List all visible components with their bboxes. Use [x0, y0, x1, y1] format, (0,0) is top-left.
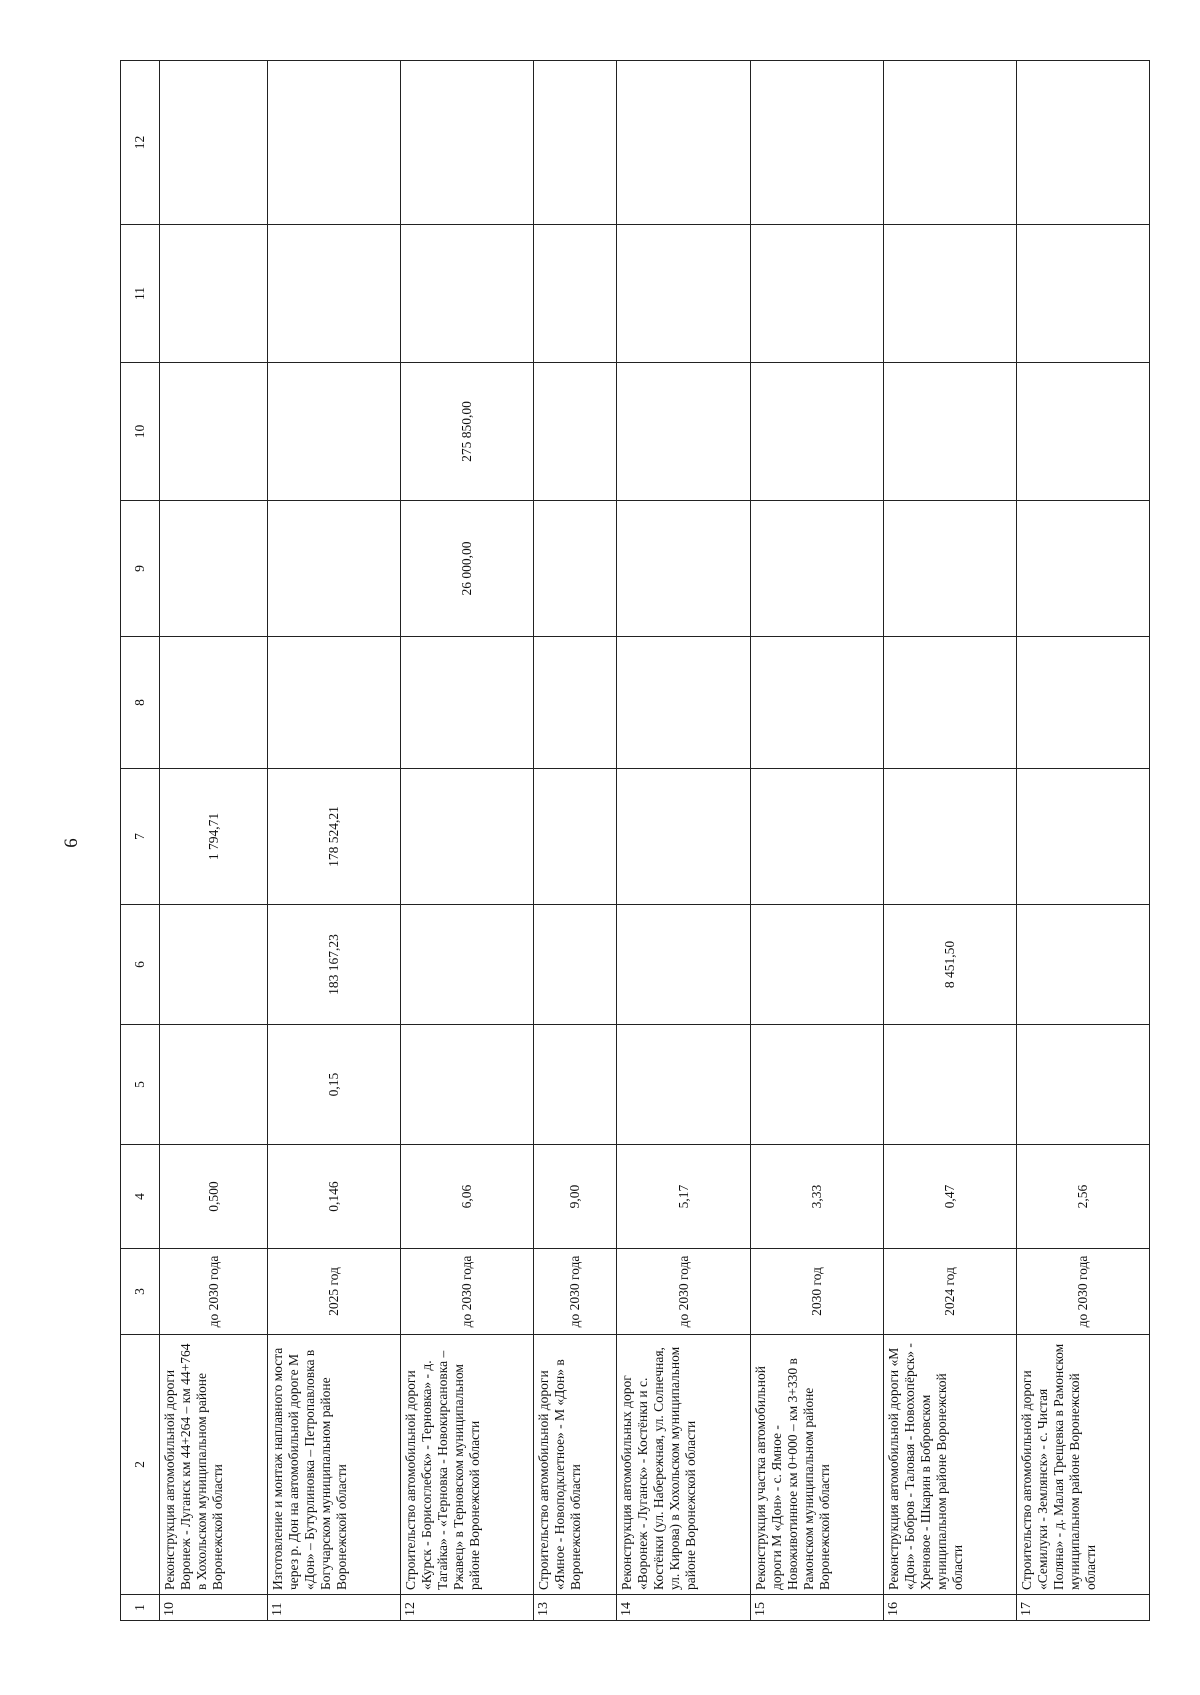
- table-row: [268, 61, 401, 1621]
- deadline: 2025 год: [268, 1249, 401, 1335]
- header-cell: 6: [121, 905, 160, 1025]
- col-6-value: [1016, 905, 1149, 1025]
- length-km: 0,500: [160, 1145, 268, 1249]
- length-km: 0,146: [268, 1145, 401, 1249]
- col-11-value: [160, 225, 268, 363]
- table-row: [750, 61, 883, 1621]
- col-11-value: [534, 225, 617, 363]
- deadline: до 2030 года: [534, 1249, 617, 1335]
- col-8-value: [617, 637, 750, 769]
- col-7-value: 178 524,21: [268, 769, 401, 905]
- col-8-value: [750, 637, 883, 769]
- col-8-value: [883, 637, 1016, 769]
- col-5-value: [750, 1025, 883, 1145]
- col-7-value: 1 794,71: [160, 769, 268, 905]
- length-km: 2,56: [1016, 1145, 1149, 1249]
- row-number: 17: [1016, 1595, 1149, 1621]
- col-10-value: [750, 363, 883, 501]
- table-row: [617, 61, 750, 1621]
- col-8-value: [534, 637, 617, 769]
- col-12-value: [1016, 61, 1149, 225]
- col-6-value: [534, 905, 617, 1025]
- col-5-value: 0,15: [268, 1025, 401, 1145]
- page-number: 6: [61, 838, 82, 848]
- row-number: 11: [268, 1595, 401, 1621]
- deadline: до 2030 года: [401, 1249, 534, 1335]
- deadline: 2030 год: [750, 1249, 883, 1335]
- row-number: 13: [534, 1595, 617, 1621]
- col-7-value: [534, 769, 617, 905]
- row-number: 14: [617, 1595, 750, 1621]
- header-cell: 8: [121, 637, 160, 769]
- road-projects-table: [120, 60, 1150, 1621]
- length-km: 0,47: [883, 1145, 1016, 1249]
- col-6-value: [750, 905, 883, 1025]
- header-cell: 12: [121, 61, 160, 225]
- header-cell: 10: [121, 363, 160, 501]
- object-name: Изготовление и монтаж наплавного моста через р. Дон на автомобильной дороге М «Дон» – Бутурлиновка – Петропавловка в Богучарском муниципальном районе Воронежской области: [268, 1335, 401, 1595]
- col-9-value: [617, 501, 750, 637]
- row-number: 12: [401, 1595, 534, 1621]
- object-name: Строительство автомобильной дороги «Курск - Борисоглебск» - Терновка» - д. Тагайка» - «Терновка - Новокирсановка – Ржавец» в Терновском муниципальном районе Воронежской области: [401, 1335, 534, 1595]
- table-row: [534, 61, 617, 1621]
- table-row: [160, 61, 268, 1621]
- col-5-value: [160, 1025, 268, 1145]
- col-10-value: [617, 363, 750, 501]
- col-7-value: [401, 769, 534, 905]
- header-cell: 11: [121, 225, 160, 363]
- col-5-value: [1016, 1025, 1149, 1145]
- col-9-value: [534, 501, 617, 637]
- header-cell: 9: [121, 501, 160, 637]
- col-9-value: 26 000,00: [401, 501, 534, 637]
- col-12-value: [617, 61, 750, 225]
- col-6-value: [160, 905, 268, 1025]
- header-cell: 1: [121, 1595, 160, 1621]
- col-7-value: [617, 769, 750, 905]
- col-10-value: [160, 363, 268, 501]
- table-row: [1016, 61, 1149, 1621]
- col-8-value: [401, 637, 534, 769]
- col-9-value: [268, 501, 401, 637]
- road-projects-table-rotated: [120, 61, 1150, 1621]
- deadline: 2024 год: [883, 1249, 1016, 1335]
- row-number: 16: [883, 1595, 1016, 1621]
- col-6-value: [617, 905, 750, 1025]
- col-12-value: [534, 61, 617, 225]
- col-5-value: [534, 1025, 617, 1145]
- col-6-value: [401, 905, 534, 1025]
- col-7-value: [750, 769, 883, 905]
- table-row: [401, 61, 534, 1621]
- table-row: [883, 61, 1016, 1621]
- col-11-value: [617, 225, 750, 363]
- col-11-value: [401, 225, 534, 363]
- col-7-value: [883, 769, 1016, 905]
- length-km: 3,33: [750, 1145, 883, 1249]
- col-8-value: [268, 637, 401, 769]
- object-name: Строительство автомобильной дороги «Семилуки - Землянск» - с. Чистая Поляна» - д. Малая Трещевка в Рамонском муниципальном районе Воронежской области: [1016, 1335, 1149, 1595]
- row-number: 15: [750, 1595, 883, 1621]
- col-10-value: [883, 363, 1016, 501]
- header-cell: 4: [121, 1145, 160, 1249]
- col-12-value: [268, 61, 401, 225]
- object-name: Реконструкция участка автомобильной дороги М «Дон» - с. Ямное - Новоживотинное км 0+000 – км 3+330 в Рамонском муниципальном районе Воронежской области: [750, 1335, 883, 1595]
- col-9-value: [883, 501, 1016, 637]
- col-12-value: [750, 61, 883, 225]
- object-name: Реконструкция автомобильной дороги «М «Дон» - Бобров - Таловая - Новохопёрск» - Хреновое - Шкарин в Бобровском муниципальном районе Воронежской области: [883, 1335, 1016, 1595]
- header-cell: 7: [121, 769, 160, 905]
- col-5-value: [617, 1025, 750, 1145]
- col-8-value: [160, 637, 268, 769]
- col-10-value: [268, 363, 401, 501]
- col-12-value: [883, 61, 1016, 225]
- deadline: до 2030 года: [1016, 1249, 1149, 1335]
- col-11-value: [268, 225, 401, 363]
- header-cell: 5: [121, 1025, 160, 1145]
- col-8-value: [1016, 637, 1149, 769]
- col-5-value: [883, 1025, 1016, 1145]
- col-10-value: [1016, 363, 1149, 501]
- col-12-value: [401, 61, 534, 225]
- deadline: до 2030 года: [617, 1249, 750, 1335]
- object-name: Реконструкция автомобильных дорог «Воронеж - Луганск» - Костёнки и с. Костёнки (ул. Набережная, ул. Солнечная, ул. Кирова) в Хохольском муниципальном районе Воронежской области: [617, 1335, 750, 1595]
- header-row: [121, 61, 160, 1621]
- col-11-value: [1016, 225, 1149, 363]
- col-6-value: 8 451,50: [883, 905, 1016, 1025]
- length-km: 9,00: [534, 1145, 617, 1249]
- col-12-value: [160, 61, 268, 225]
- col-10-value: [534, 363, 617, 501]
- col-9-value: [750, 501, 883, 637]
- length-km: 5,17: [617, 1145, 750, 1249]
- length-km: 6,06: [401, 1145, 534, 1249]
- header-cell: 3: [121, 1249, 160, 1335]
- col-5-value: [401, 1025, 534, 1145]
- object-name: Реконструкция автомобильной дороги Воронеж - Луганск км 44+264 – км 44+764 в Хохольском муниципальном районе Воронежской области: [160, 1335, 268, 1595]
- col-10-value: 275 850,00: [401, 363, 534, 501]
- header-cell: 2: [121, 1335, 160, 1595]
- row-number: 10: [160, 1595, 268, 1621]
- deadline: до 2030 года: [160, 1249, 268, 1335]
- col-7-value: [1016, 769, 1149, 905]
- col-11-value: [750, 225, 883, 363]
- object-name: Строительство автомобильной дороги «Ямное - Новоподклетное» - М «Дон» в Воронежской области: [534, 1335, 617, 1595]
- col-9-value: [160, 501, 268, 637]
- col-11-value: [883, 225, 1016, 363]
- col-9-value: [1016, 501, 1149, 637]
- col-6-value: 183 167,23: [268, 905, 401, 1025]
